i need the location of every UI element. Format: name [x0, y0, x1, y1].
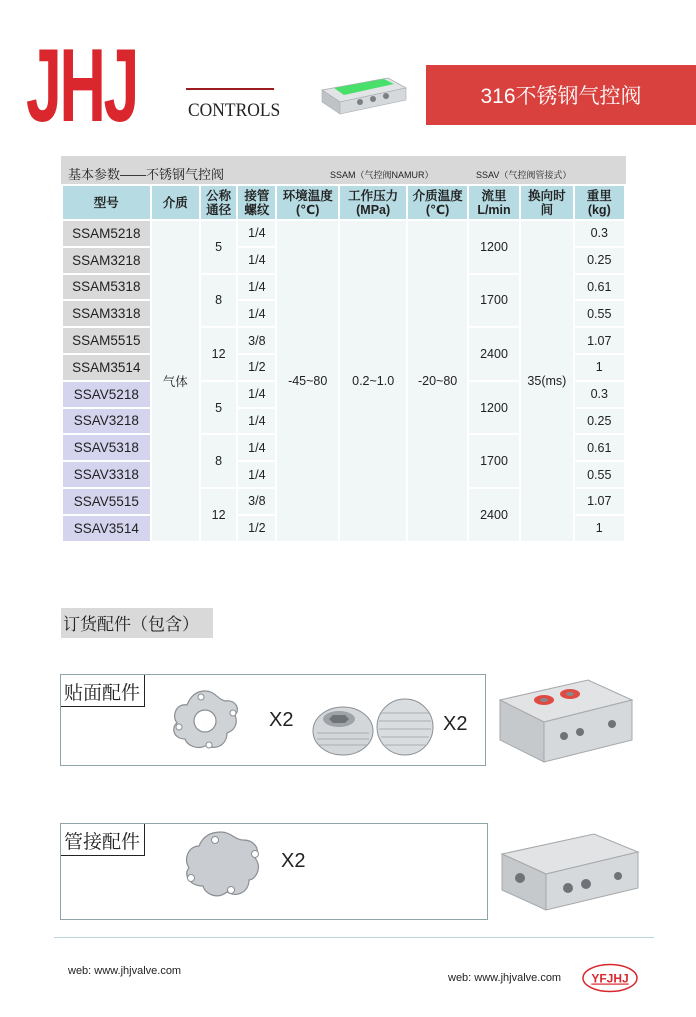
cell-dn: 12 — [201, 328, 236, 380]
cell-switch: 35(ms) — [521, 221, 572, 541]
col-dn: 公称 通径 — [201, 186, 236, 219]
table-caption-bar — [61, 156, 626, 184]
cell-thread: 1/4 — [238, 435, 275, 460]
col-ambient: 环境温度 (℃) — [277, 186, 337, 219]
pipe-accessories-label: 管接配件 — [61, 824, 145, 856]
cell-thread: 1/4 — [238, 221, 275, 246]
cell-weight: 0.3 — [575, 382, 624, 407]
cell-model: SSAM5218 — [63, 221, 150, 246]
cell-ambient: -45~80 — [277, 221, 337, 541]
cell-thread: 1/4 — [238, 382, 275, 407]
cell-dn: 12 — [201, 489, 236, 541]
cell-model: SSAM5515 — [63, 328, 150, 353]
cell-mediumtemp: -20~80 — [408, 221, 466, 541]
table-body — [63, 221, 624, 541]
cell-weight: 0.61 — [575, 435, 624, 460]
cell-thread: 1/4 — [238, 275, 275, 300]
cell-flow: 2400 — [469, 489, 519, 541]
blank-plate-icon — [175, 828, 267, 902]
cell-flow: 1700 — [469, 435, 519, 487]
cell-model: SSAV3514 — [63, 516, 150, 541]
cell-thread: 3/8 — [238, 489, 275, 514]
cell-model: SSAV3318 — [63, 462, 150, 487]
cell-weight: 0.25 — [575, 409, 624, 434]
cell-thread: 1/4 — [238, 248, 275, 273]
cell-flow: 2400 — [469, 328, 519, 380]
cell-flow: 1700 — [469, 275, 519, 327]
col-medium: 介质 — [152, 186, 199, 219]
cell-flow: 1200 — [469, 221, 519, 273]
cell-weight: 0.3 — [575, 221, 624, 246]
cell-thread: 1/2 — [238, 516, 275, 541]
cell-thread: 1/2 — [238, 355, 275, 380]
col-thread: 接管 螺纹 — [238, 186, 275, 219]
cell-weight: 0.55 — [575, 462, 624, 487]
valve-product-image — [318, 68, 408, 116]
table-caption: 基本参数——不锈钢气控阀 — [68, 167, 225, 182]
surface-accessories-label: 贴面配件 — [61, 675, 145, 707]
cell-weight: 1 — [575, 516, 624, 541]
flange-plate-icon — [165, 685, 245, 757]
cell-weight: 1.07 — [575, 489, 624, 514]
cell-model: SSAM3514 — [63, 355, 150, 380]
pipe-accessories-panel — [60, 823, 488, 920]
cell-model: SSAM3218 — [63, 248, 150, 273]
cell-dn: 5 — [201, 382, 236, 434]
footer-divider — [54, 937, 654, 938]
col-flow: 流里 L/min — [469, 186, 519, 219]
table-row — [63, 221, 624, 246]
cell-thread: 1/4 — [238, 301, 275, 326]
cell-medium: 气体 — [152, 221, 199, 541]
table-header-row — [63, 186, 624, 219]
logo-divider — [186, 88, 274, 90]
footer-logo-text: YFJHJ — [591, 971, 629, 986]
footer-web-left[interactable]: web: www.jhjvalve.com — [68, 965, 182, 977]
cell-dn: 8 — [201, 435, 236, 487]
cell-flow: 1200 — [469, 382, 519, 434]
surface-valve-image — [496, 670, 636, 766]
ssam-note: SSAM（气控阀NAMUR） — [330, 170, 434, 180]
col-mediumtemp: 介质温度 (℃) — [408, 186, 466, 219]
cell-weight: 0.55 — [575, 301, 624, 326]
spec-table-section — [61, 156, 626, 543]
cell-model: SSAM5318 — [63, 275, 150, 300]
pipe-plate-qty: X2 — [281, 850, 306, 872]
cell-model: SSAV5218 — [63, 382, 150, 407]
header-banner — [426, 65, 696, 125]
spec-table — [61, 184, 626, 543]
cell-model: SSAM3318 — [63, 301, 150, 326]
cell-model: SSAV5318 — [63, 435, 150, 460]
footer-web-right[interactable]: web: www.jhjvalve.com — [448, 972, 562, 984]
surface-accessories-panel — [60, 674, 486, 766]
col-model: 型号 — [63, 186, 150, 219]
order-section-title: 订货配件（包含） — [61, 608, 213, 638]
cell-weight: 1 — [575, 355, 624, 380]
pipe-valve-image — [498, 826, 642, 914]
footer-logo — [582, 963, 638, 993]
brand-logo-letters: JHJ — [26, 28, 137, 144]
cell-dn: 8 — [201, 275, 236, 327]
cell-thread: 3/8 — [238, 328, 275, 353]
cell-thread: 1/4 — [238, 462, 275, 487]
cell-pressure: 0.2~1.0 — [340, 221, 406, 541]
cell-weight: 0.25 — [575, 248, 624, 273]
cell-weight: 1.07 — [575, 328, 624, 353]
col-weight: 重里 (kg) — [575, 186, 624, 219]
col-pressure: 工作压力 (MPa) — [340, 186, 406, 219]
cell-weight: 0.61 — [575, 275, 624, 300]
cell-dn: 5 — [201, 221, 236, 273]
plug-icon — [309, 693, 437, 759]
banner-title: 316不锈钢气控阀 — [480, 85, 642, 108]
cell-model: SSAV5515 — [63, 489, 150, 514]
col-switch: 换向时 间 — [521, 186, 572, 219]
surface-plug-qty: X2 — [443, 713, 468, 735]
cell-thread: 1/4 — [238, 409, 275, 434]
cell-model: SSAV3218 — [63, 409, 150, 434]
brand-logo-sub: CONTROLS — [188, 100, 281, 121]
ssav-note: SSAV（气控阀管接式） — [476, 170, 572, 180]
surface-flange-qty: X2 — [269, 709, 294, 731]
